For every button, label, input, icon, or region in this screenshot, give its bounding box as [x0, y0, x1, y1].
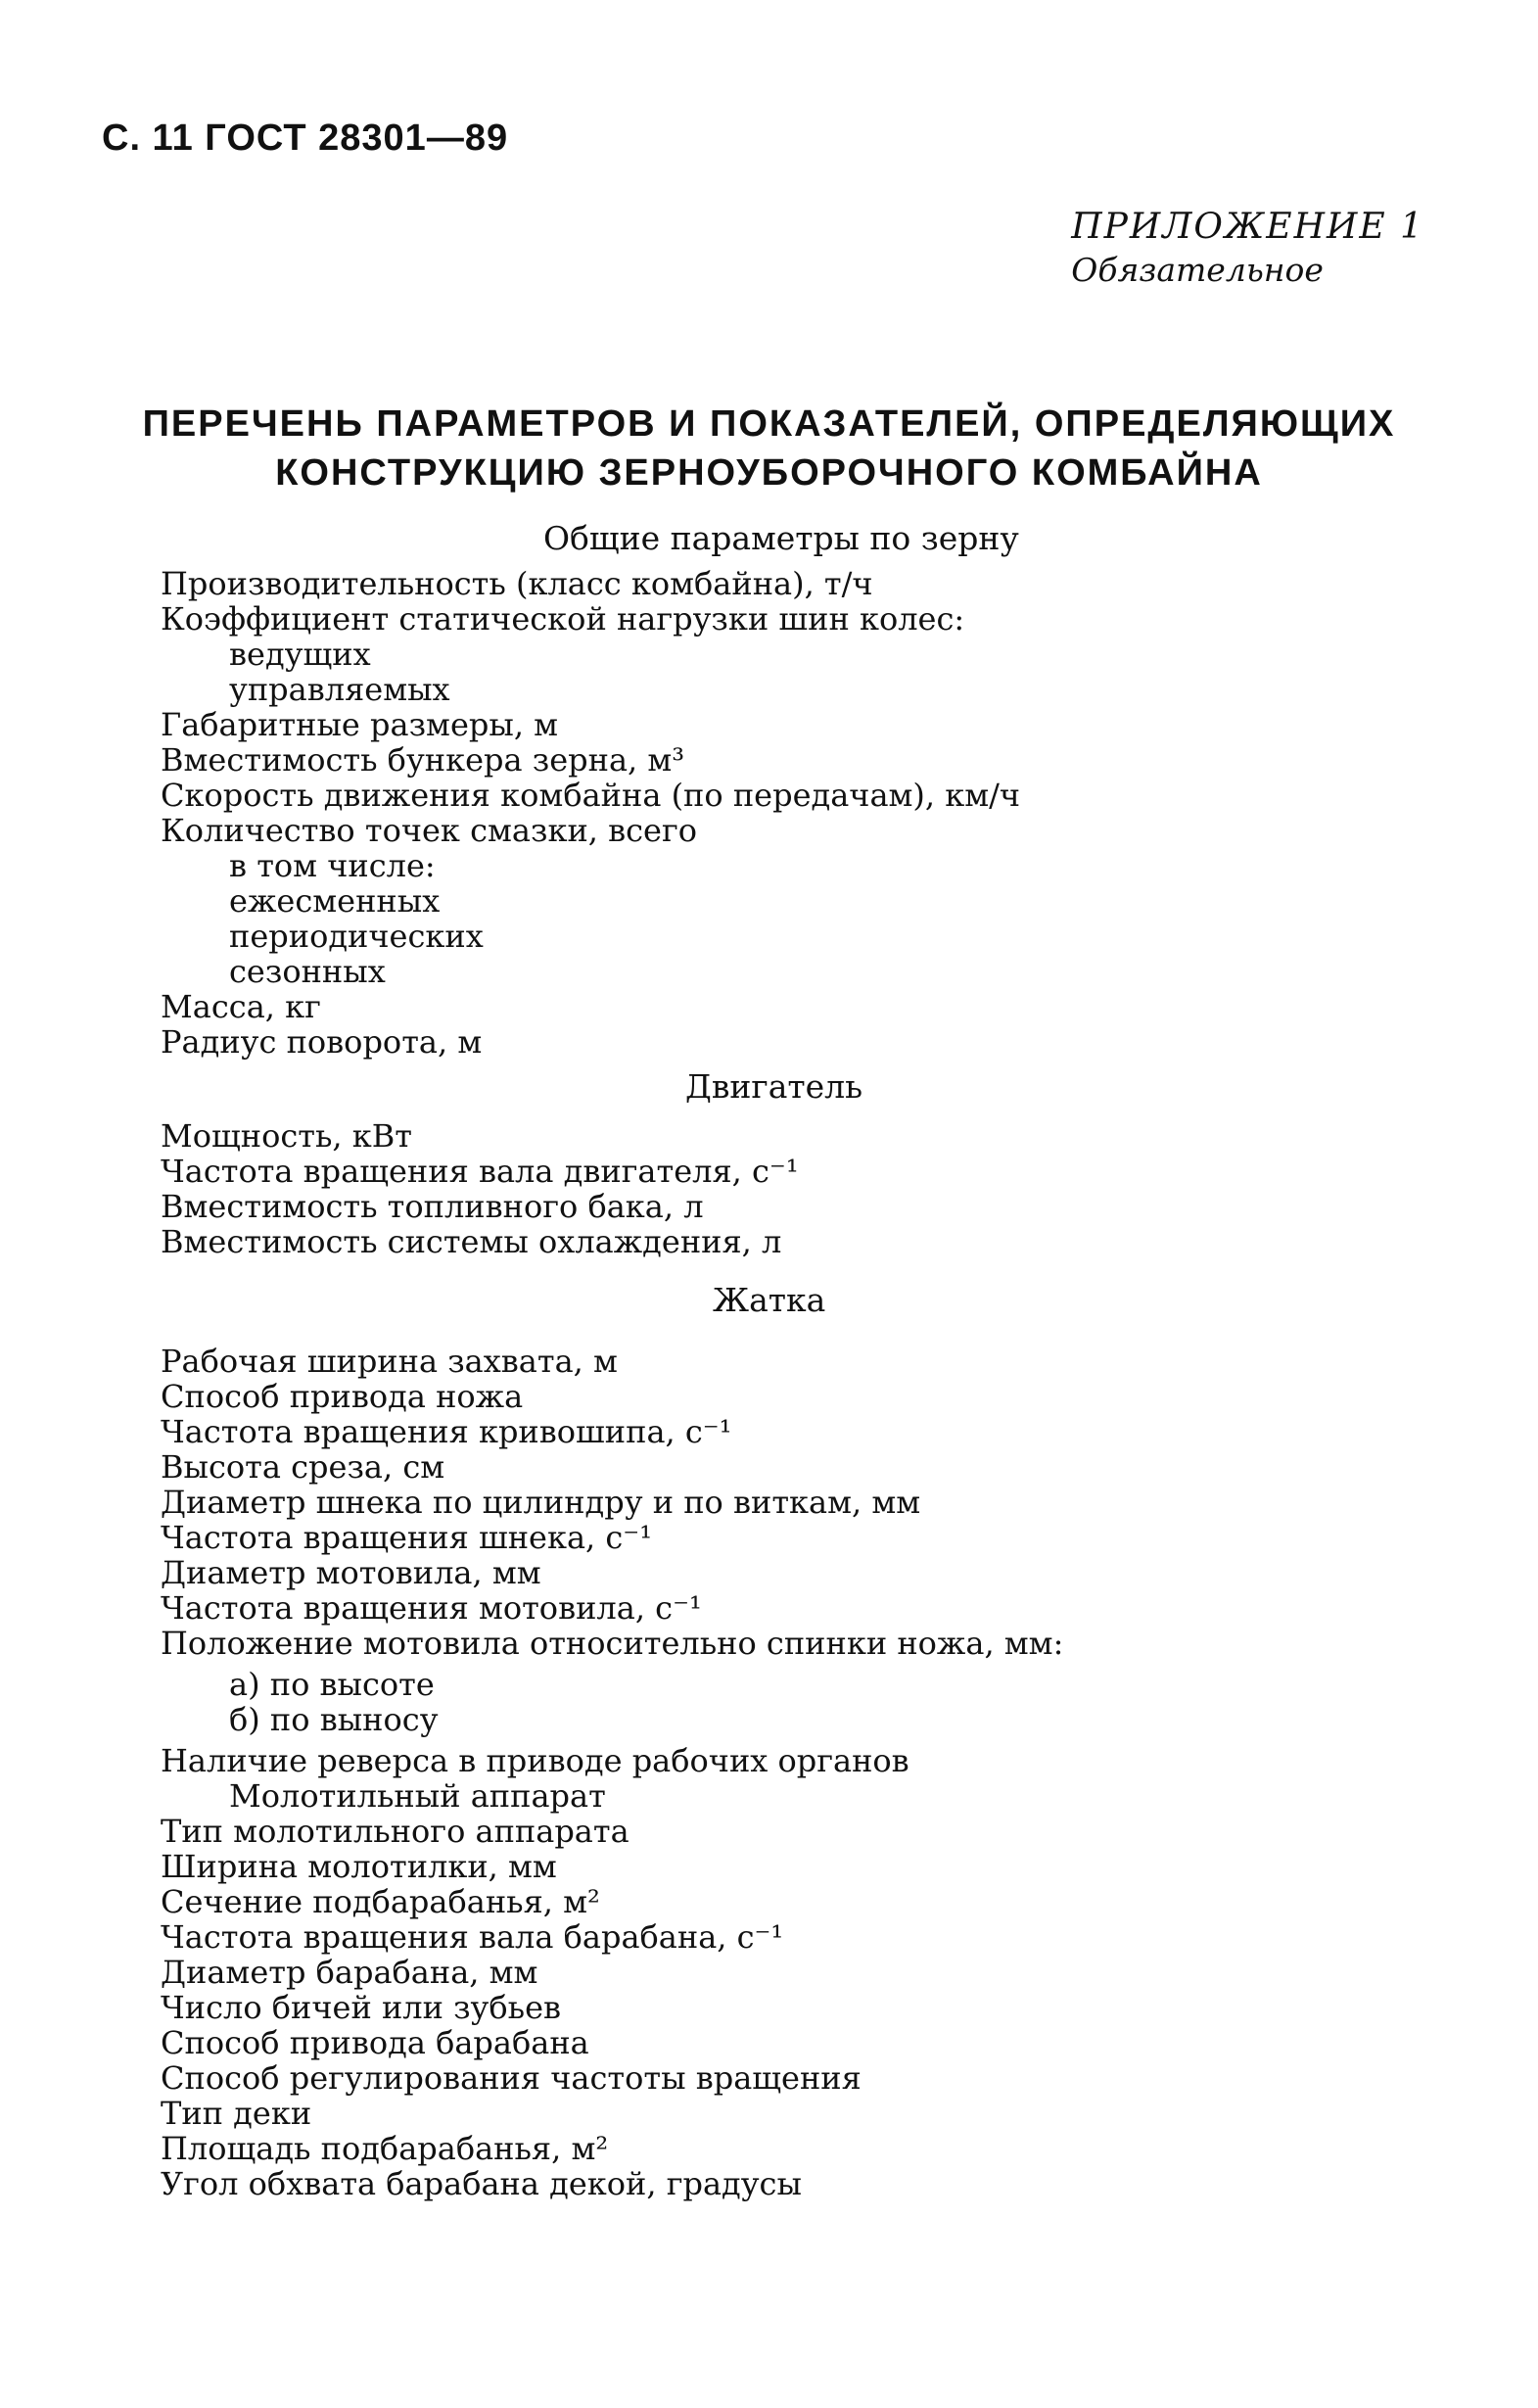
page-title	[0, 400, 1538, 497]
list-item: Способ регулирования частоты вращения	[161, 2059, 862, 2097]
list-header-unit	[161, 1344, 1063, 2201]
list-item: Частота вращения шнека, с⁻¹	[161, 1519, 653, 1556]
list-item: управляемых	[229, 671, 450, 708]
list-item: ведущих	[229, 636, 371, 673]
list-item: Частота вращения вала двигателя, с⁻¹	[161, 1153, 799, 1190]
list-item: Сечение подбарабанья, м²	[161, 1883, 600, 1920]
section-heading-header-unit: Жатка	[713, 1281, 826, 1319]
list-item: Диаметр шнека по цилиндру и по виткам, мм	[161, 1484, 921, 1521]
list-item: Угол обхвата барабана декой, градусы	[161, 2165, 802, 2202]
list-item: Диаметр мотовила, мм	[161, 1554, 541, 1591]
list-item: Ширина молотилки, мм	[161, 1848, 557, 1885]
list-item: Частота вращения мотовила, с⁻¹	[161, 1589, 702, 1627]
list-item: Наличие реверса в приводе рабочих органов	[161, 1742, 909, 1779]
list-item: в том числе:	[229, 847, 436, 884]
list-item: Мощность, кВт	[161, 1117, 412, 1155]
section-heading-engine: Двигатель	[685, 1067, 863, 1106]
section-heading-threshing: Молотильный аппарат	[229, 1777, 606, 1815]
title-line-1: ПЕРЕЧЕНЬ ПАРАМЕТРОВ И ПОКАЗАТЕЛЕЙ, ОПРЕДЕЛЯЮЩИХ	[142, 403, 1396, 445]
list-item: Габаритные размеры, м	[161, 706, 559, 743]
list-item: Рабочая ширина захвата, м	[161, 1343, 618, 1380]
list-item: Вместимость системы охлаждения, л	[161, 1223, 782, 1260]
section-heading-general: Общие параметры по зерну	[543, 519, 1019, 557]
list-general	[161, 566, 1020, 1060]
list-engine	[161, 1118, 799, 1259]
list-item: Коэффициент статической нагрузки шин колес:	[161, 600, 965, 637]
list-item: а) по высоте	[229, 1666, 435, 1703]
list-item: Площадь подбарабанья, м²	[161, 2130, 609, 2167]
title-line-2: КОНСТРУКЦИЮ ЗЕРНОУБОРОЧНОГО КОМБАЙНА	[275, 452, 1263, 494]
list-item: Количество точек смазки, всего	[161, 812, 698, 849]
list-item: Масса, кг	[161, 988, 321, 1025]
list-item: Число бичей или зубьев	[161, 1989, 562, 2026]
list-item: Способ привода ножа	[161, 1378, 524, 1415]
list-item: б) по выносу	[229, 1701, 439, 1738]
list-item: ежесменных	[229, 882, 441, 920]
appendix-number: ПРИЛОЖЕНИЕ 1	[1071, 207, 1424, 247]
appendix-status: Обязательное	[1071, 251, 1324, 289]
list-item: Частота вращения вала барабана, с⁻¹	[161, 1918, 784, 1956]
list-item: Частота вращения кривошипа, с⁻¹	[161, 1413, 732, 1450]
list-item: Способ привода барабана	[161, 2024, 589, 2061]
list-item: сезонных	[229, 953, 386, 990]
list-item: Высота среза, см	[161, 1448, 445, 1486]
list-item: Скорость движения комбайна (по передачам), км/ч	[161, 777, 1021, 814]
list-item: Вместимость топливного бака, л	[161, 1188, 704, 1225]
page-header: С. 11 ГОСТ 28301—89	[102, 118, 509, 159]
list-item: Производительность (класс комбайна), т/ч	[161, 565, 873, 602]
list-item: Радиус поворота, м	[161, 1023, 483, 1061]
appendix-label	[1071, 206, 1424, 292]
list-item: Тип молотильного аппарата	[161, 1813, 629, 1850]
list-item: Диаметр барабана, мм	[161, 1954, 538, 1991]
list-item: Положение мотовила относительно спинки ножа, мм:	[161, 1625, 1064, 1662]
list-item: Тип деки	[161, 2095, 312, 2132]
list-item: периодических	[229, 918, 484, 955]
list-item: Вместимость бункера зерна, м³	[161, 741, 685, 779]
